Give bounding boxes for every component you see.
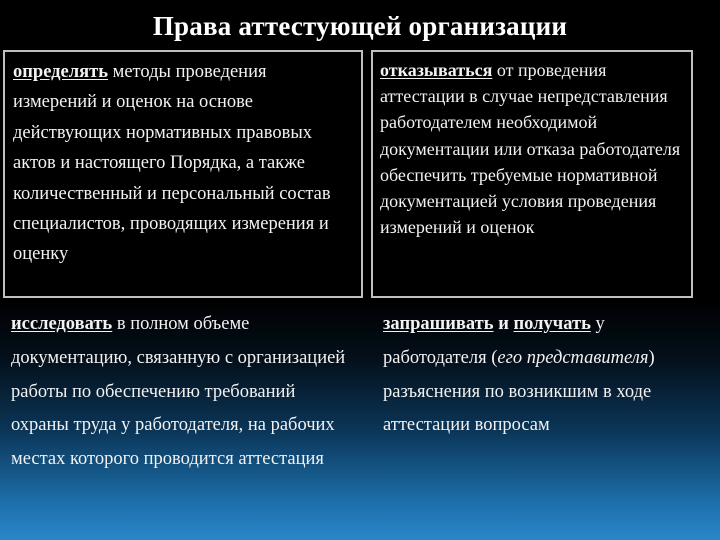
cell-text: ) разъяснения по возникшим в ходе аттестации вопросам xyxy=(383,347,655,436)
cell-request-clarifications xyxy=(373,304,703,540)
cell-text: у работодателя ( xyxy=(383,314,605,368)
keyword-conjunction: и xyxy=(493,314,514,334)
cell-text: в полном объеме документацию, связанную с организацией работы по обеспечению требований охраны труда у работодателя, на рабочих местах которого проводится аттестация xyxy=(11,314,346,470)
slide-title: Права аттестующей организации xyxy=(152,11,568,41)
cell-investigate-documentation xyxy=(3,304,363,540)
cell-refuse-attestation xyxy=(371,50,693,298)
cell-text: от проведения аттестации в случае непредставления работодателем необходимой документации или отказа работодателя обеспечить требуемые нормативной документацией условия проведения измерений и оценок xyxy=(380,60,681,238)
cell-text: методы проведения измерений и оценок на основе действующих нормативных правовых актов и настоящего Порядка, а также количественный и персональный состав специалистов, проводящих измерения и оценку xyxy=(13,62,331,265)
cell-define-methods xyxy=(3,50,363,298)
keyword-receive: получать xyxy=(513,314,591,334)
cell-text-italic: его представителя xyxy=(497,347,649,368)
keyword-refuse: отказываться xyxy=(380,60,493,80)
keyword-request: запрашивать xyxy=(383,314,494,334)
keyword-define: определять xyxy=(13,62,108,82)
keyword-investigate: исследовать xyxy=(11,314,113,334)
